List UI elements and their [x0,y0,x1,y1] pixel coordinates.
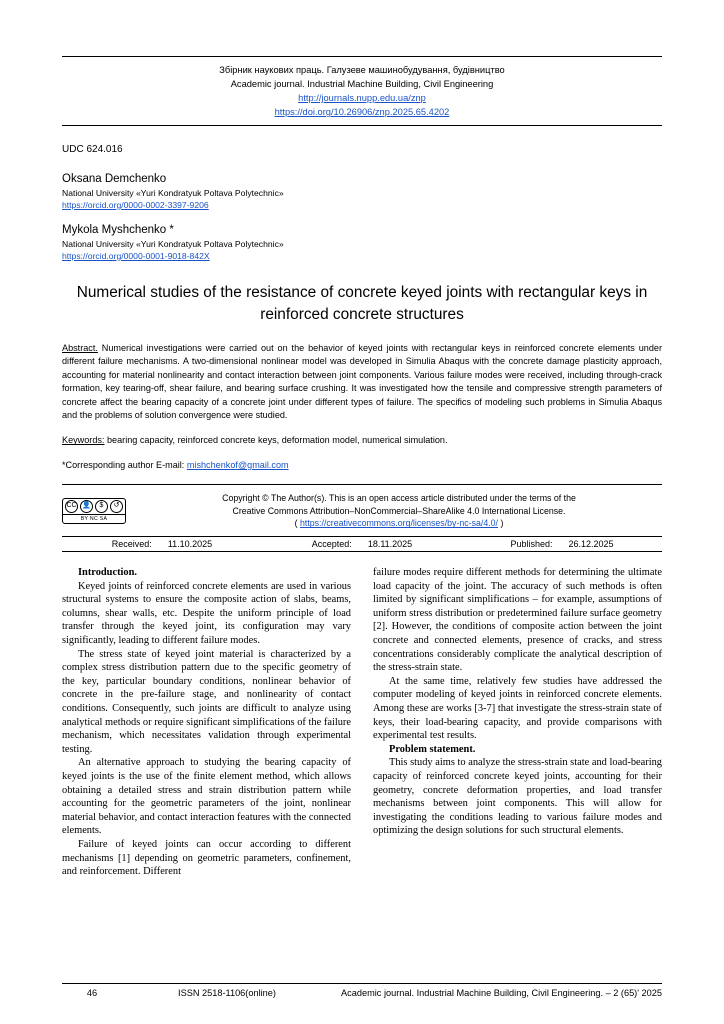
author-entry-1 [62,173,662,211]
paragraph: The stress state of keyed joint material is characterized by a complex stress distribution pattern due to the specific geometry of the key, particular boundary conditions, nonlinear behavior of concrete in the pre-failure stage, and nonlinearity of contact conditions. Consequently, such joints are difficult to analyze using analytical methods or require significant simplifications of the failure mechanism, which necessitates validation through experimental testing. [62,648,351,755]
author-entry-2 [62,224,662,262]
paragraph: Keyed joints of reinforced concrete elements are used in various structural systems to ensure the composite action of slabs, beams, columns, shear walls, etc. Despite the uniform principle of load transfer through the keyed joint, its configuration may vary significantly, leading to different failure modes. [62,580,351,646]
page-footer [62,983,662,998]
creative-commons-badge-icon [62,498,126,524]
received-value: 11.10.2025 [167,539,213,550]
received-label: Received: [111,539,152,550]
license-text [136,492,662,530]
cc-by-circle-icon: 👤 [80,500,93,513]
paragraph: This study aims to analyze the stress-strain state and load-bearing capacity of reinforced concrete keyed joints, accounting for their geometry, concrete deformation properties, and load transfer mechanisms between joint components. This will allow for investigating the conditions leading to various failure modes and optimizing the design solutions for such structural elements. [373,757,662,837]
author-orcid-link[interactable]: https://orcid.org/0000-0002-3397-9206 [62,200,209,210]
author-orcid-link[interactable]: https://orcid.org/0000-0001-9018-842X [62,251,210,261]
abstract-block [62,342,662,422]
issn-text: ISSN 2518-1106(online) [178,988,276,998]
accepted-date-cell [262,539,462,549]
cc-sa-circle-icon: ↺ [110,500,123,513]
udc-code: UDC 624.016 [62,144,123,155]
published-value: 26.12.2025 [568,539,614,550]
license-paren-open: ( [294,518,300,529]
accepted-value: 18.11.2025 [367,539,413,550]
cc-nc-circle-icon: $ [95,500,108,513]
section-heading-problem-statement: Problem statement. [389,743,476,755]
cc-circle-icon: CC [65,500,78,513]
author-affiliation: National University «Yuri Kondratyuk Poltava Polytechnic» [62,188,284,198]
right-column [373,566,662,879]
journal-title-english: Academic journal. Industrial Machine Building, Civil Engineering [230,79,494,89]
paragraph-continued: failure modes require different methods for determining the ultimate load capacity of the joint. The accuracy of such methods is often limited by significant simplifications – for example, assumptions of uniform stress distribution or predetermined failure surface geometry [2]. However, the conditions of composite action between the joint concrete and connected elements, presence of cracks, and stress concentrations considerably complicate the analytical description of the stress-strain state. [373,567,662,674]
keywords-block [62,434,662,447]
published-date-cell [462,539,662,549]
license-row [62,492,662,536]
published-label: Published: [510,539,553,550]
dates-strip [62,536,662,552]
keywords-text: bearing capacity, reinforced concrete keys, deformation model, numerical simulation. [104,435,448,446]
journal-title-ukrainian: Збірник наукових праць. Галузеве машинобудування, будівництво [219,65,505,75]
doi-link[interactable]: https://doi.org/10.26906/znp.2025.65.4202 [274,107,450,117]
license-paren-close: ) [498,518,504,529]
author-name: Oksana Demchenko [62,173,167,185]
author-affiliation: National University «Yuri Kondratyuk Poltava Polytechnic» [62,239,284,249]
journal-url-link[interactable]: http://journals.nupp.edu.ua/znp [298,93,426,103]
abstract-text: Numerical investigations were carried out on the behavior of keyed joints with rectangular keys in reinforced concrete elements under different failure mechanisms. A two-dimensional nonlinear model was developed in Simulia Abaqus with the concrete damage plasticity approach, accounting for material nonlinearity and contact interaction between joint components. Various failure modes were received, including through-crack formation, key tearing-off, shear failure, and bearing surface crushing. It was investigated how the tensile and compressive strength parameters of concrete affect the bearing capacity of a concrete joint under different types of failure. The specifics of modeling such problems in Simulia Abaqus and the problems of solution convergence were studied. [62,343,662,421]
license-block [62,484,662,552]
article-body [62,566,662,879]
page-title: Numerical studies of the resistance of concrete keyed joints with rectangular keys in reinforced concrete structures [76,284,648,323]
cc-badge-caption: BY NC SA [63,514,125,523]
paragraph: An alternative approach to studying the bearing capacity of keyed joints is the use of the finite element method, which allows obtaining a detailed stress and strain distribution pattern while accounting for the geometric parameters of the joint, nonlinear material behavior, and contact interaction features with the connected elements. [62,757,351,837]
paragraph: Failure of keyed joints can occur according to different mechanisms [1] depending on geometric parameters, confinement, and reinforcement. Different [62,838,351,878]
footer-journal-reference: Academic journal. Industrial Machine Building, Civil Engineering. – 2 (65)' 2025 [341,988,662,998]
paragraph: At the same time, relatively few studies have addressed the computer modeling of keyed joints in reinforced concrete elements. Among these are works [3-7] that investigate the stress-strain state of keys, their load-bearing capacity, and provide comparisons with experimental test results. [373,675,662,742]
left-column [62,566,351,879]
abstract-label: Abstract. [62,343,98,353]
corresponding-author [62,459,662,472]
license-url-link[interactable]: https://creativecommons.org/licenses/by-nc-sa/4.0/ [299,518,498,529]
page-number: 46 [86,988,98,998]
author-name: Mykola Myshchenko * [62,224,174,236]
section-heading-introduction: Introduction. [78,567,137,579]
received-date-cell [62,539,262,549]
license-line-2: Creative Commons Attribution–NonCommercial–ShareAlike 4.0 International License. [232,505,566,516]
license-line-1: Copyright © The Author(s). This is an open access article distributed under the terms of the [222,493,576,504]
keywords-label: Keywords: [62,435,105,446]
corresponding-author-label: *Corresponding author E-mail: [62,459,187,470]
journal-header [62,56,662,126]
corresponding-author-email-link[interactable]: mishchenkof@gmail.com [186,459,289,470]
accepted-label: Accepted: [311,539,352,550]
